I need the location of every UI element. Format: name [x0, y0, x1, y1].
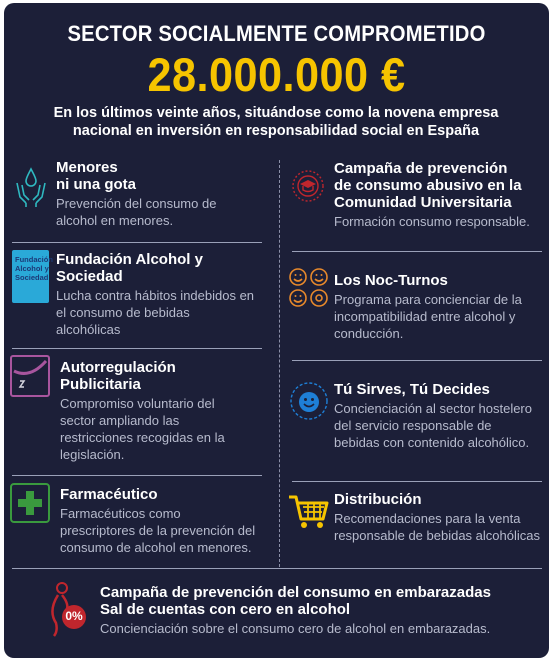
initiative-description: Lucha contra hábitos indebidos en el consumo de bebidas alcohólicas	[56, 288, 255, 337]
initiative-title: Distribución	[334, 491, 422, 508]
divider	[292, 360, 542, 361]
autocontrol-icon	[10, 355, 50, 397]
initiative-embarazadas	[100, 584, 540, 637]
initiative-title: Farmacéutico	[60, 486, 158, 503]
initiative-description: Concienciación sobre el consumo cero de alcohol en embarazadas.	[100, 621, 491, 636]
faces-icon	[287, 266, 331, 315]
divider	[12, 568, 542, 569]
divider	[12, 475, 262, 476]
pregnant-zero-icon	[44, 581, 92, 642]
pharmacy-cross-icon	[10, 483, 50, 523]
divider	[292, 481, 542, 482]
initiative-description: Farmacéuticos como prescriptores de la prevención del consumo de alcohol en menores.	[60, 506, 256, 555]
hands-drop-icon	[14, 167, 48, 212]
initiative-description: Prevención del consumo de alcohol en menores.	[56, 196, 217, 228]
initiative-tu-sirves	[334, 381, 549, 451]
smiley-badge-icon	[289, 381, 329, 426]
initiative-description: Formación consumo responsable.	[334, 214, 530, 229]
investment-amount: 28.000.000 €	[147, 48, 406, 101]
initiative-menores	[56, 159, 266, 229]
fundacion-logo: Fundación Alcohol y Sociedad	[12, 250, 49, 303]
page-subtitle: En los últimos veinte años, situándose como la novena empresa nacional en inversión en responsabilidad social en España	[53, 105, 499, 139]
initiative-description: Recomendaciones para la venta responsable de bebidas alcohólicas	[334, 511, 540, 543]
initiative-distribucion	[334, 491, 549, 544]
initiative-title: Tú Sirves, Tú Decides	[334, 381, 490, 398]
initiative-autorregulacion	[60, 359, 270, 463]
initiative-title: Menores ni una gota	[56, 159, 136, 193]
initiative-title: Los Noc-Turnos	[334, 272, 448, 289]
initiative-farmaceutico	[60, 486, 270, 556]
zero-percent-label: 0%	[65, 609, 83, 623]
initiative-fundacion	[56, 251, 266, 338]
graduation-seal-icon	[290, 168, 326, 209]
shopping-cart-icon	[287, 493, 329, 536]
column-divider	[279, 160, 281, 567]
divider	[12, 348, 262, 349]
divider	[292, 251, 542, 252]
initiative-noc-turnos	[334, 272, 549, 342]
initiative-description: Programa para concienciar de la incompatibilidad entre alcohol y conducción.	[334, 292, 522, 341]
initiative-description: Concienciación al sector hostelero del servicio responsable de bebidas con contenido alcohólico.	[334, 401, 532, 450]
initiative-title: Campaña de prevención de consumo abusivo en la Comunidad Universitaria	[334, 160, 522, 211]
initiative-title: Campaña de prevención del consumo en embarazadas Sal de cuentas con cero en alcohol	[100, 584, 491, 618]
divider	[12, 242, 262, 243]
infographic-panel	[4, 3, 549, 658]
initiative-universidad	[334, 160, 549, 230]
initiative-title: Autorregulación Publicitaria	[60, 359, 176, 393]
initiative-title: Fundación Alcohol y Sociedad	[56, 251, 203, 285]
initiative-description: Compromiso voluntario del sector ampliando las restricciones recogidas en la legislación.	[60, 396, 225, 462]
page-title: SECTOR SOCIALMENTE COMPROMETIDO	[67, 21, 486, 46]
